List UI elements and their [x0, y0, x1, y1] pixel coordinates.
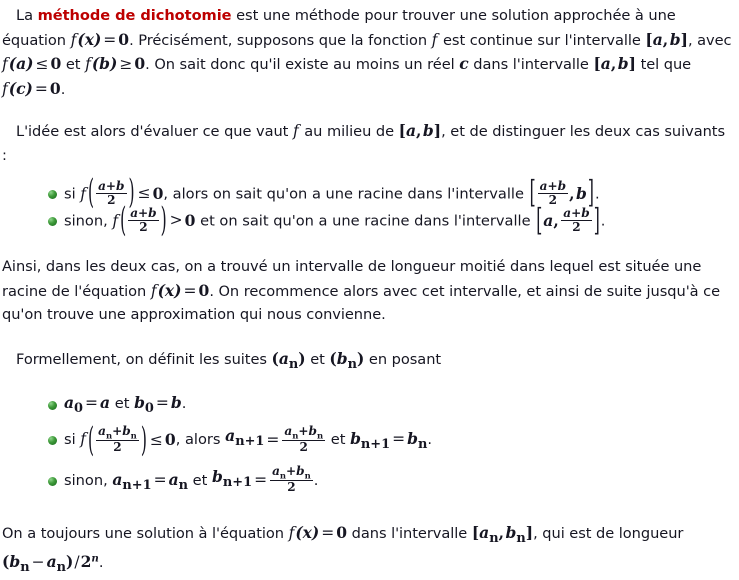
- recurrence-2-prefix: si: [64, 431, 81, 449]
- paragraph-final: [2, 521, 733, 580]
- paragraph-idea: [2, 119, 733, 167]
- math-a-n-plus-1-equals-midpoint: $a_{n+1}$ = $\frac{a_n+b_n}{2}$: [225, 423, 324, 455]
- paragraph-idea-part3: , et de distinguer les deux cas suivants :: [2, 123, 726, 164]
- paragraph-intro: [2, 4, 733, 101]
- math-b-n-plus-1-equals-midpoint: $b_{n+1}$ = $\frac{a_n+b_n}{2}$: [212, 463, 311, 495]
- spacer: [2, 101, 733, 119]
- paragraph-intro-part4: , avec: [687, 31, 732, 49]
- case-list: [2, 173, 733, 240]
- paragraph-intro-part7: dans l'intervalle: [468, 56, 594, 73]
- math-fx-equals-zero-2: f(x) = 0: [150, 280, 210, 300]
- case-1-prefix: si: [64, 185, 81, 203]
- math-f-2: f: [292, 122, 299, 140]
- recurrence-3-period: .: [313, 471, 319, 489]
- list-item: [2, 422, 733, 460]
- math-seq-bn: $(b_n)$: [329, 348, 365, 372]
- recurrence-1-period: .: [181, 395, 187, 413]
- paragraph-final-part4: .: [98, 554, 104, 572]
- math-fa-le-zero: f(a) ≤ 0: [2, 54, 62, 73]
- paragraph-formal-part3: en posant: [364, 350, 442, 368]
- paragraph-intro-part1: est une méthode pour trouver une solution approchée à une équation: [2, 7, 676, 49]
- paragraph-conclusion-step: [2, 255, 733, 327]
- spacer: [2, 376, 733, 390]
- math-interval-ab-3: [a, b]: [398, 121, 442, 140]
- case-2-suffix: .: [600, 212, 606, 230]
- paragraph-formal: [2, 347, 733, 377]
- math-fc-equals-zero: f(c) = 0: [2, 78, 61, 98]
- keyword-dichotomie: méthode de dichotomie: [37, 7, 232, 24]
- list-item: [2, 200, 733, 240]
- math-interval-an-bn: [$a_n$, $b_n$]: [471, 522, 534, 546]
- math-fx-equals-zero-3: f(x) = 0: [288, 522, 348, 542]
- paragraph-formal-part2: et: [305, 350, 330, 368]
- paragraph-final-part2: dans l'intervalle: [347, 524, 472, 542]
- spacer: [2, 235, 733, 255]
- math-f-of-midpoint-le-zero: f ( $\frac{a+b}{2}$ ) ≤ 0: [80, 173, 164, 213]
- recurrence-list: [2, 390, 733, 502]
- bullet-icon: [48, 401, 57, 410]
- case-1-suffix: .: [594, 185, 600, 203]
- paragraph-intro-part3: est continue sur l'intervalle: [438, 31, 646, 49]
- recurrence-3-prefix: sinon,: [64, 471, 113, 489]
- paragraph-final-part3: , qui est de longueur: [533, 524, 684, 542]
- recurrence-1-et: et: [110, 395, 135, 413]
- math-initial-conditions-b: $b_0 = b$: [134, 393, 182, 417]
- math-fb-ge-zero: f(b) ≥ 0: [85, 54, 146, 73]
- paragraph-intro-part2: . Précisément, supposons que la fonction: [129, 31, 432, 49]
- bullet-icon: [48, 477, 57, 486]
- bullet-icon: [48, 190, 57, 199]
- list-item: [2, 390, 733, 422]
- case-1-middle: , alors on sait qu'on a une racine dans l'intervalle: [163, 185, 529, 203]
- recurrence-2-et: et: [326, 431, 351, 449]
- paragraph-formal-part1: Formellement, on définit les suites: [16, 350, 272, 368]
- bullet-icon: [48, 436, 57, 445]
- spacer: [2, 503, 733, 521]
- math-c: c: [459, 54, 469, 73]
- list-item: [2, 461, 733, 503]
- paragraph-intro-part5: et: [61, 56, 86, 73]
- case-2-prefix: sinon,: [64, 212, 113, 230]
- math-f-of-midpoint-n-le-zero: f ( $\frac{a_n+b_n}{2}$ ) ≤ 0: [80, 420, 176, 460]
- math-f: f: [431, 30, 438, 49]
- math-initial-conditions: $a_0 = a$: [64, 393, 111, 417]
- math-interval-midpoint-b: [ $\frac{a+b}{2}$ , b]: [529, 174, 594, 211]
- math-length-formula: $(b_n - a_n)/2^n$: [2, 552, 99, 576]
- paragraph-idea-part1: L'idée est alors d'évaluer ce que vaut: [16, 123, 293, 140]
- paragraph-final-part1: On a toujours une solution à l'équation: [2, 524, 289, 542]
- math-interval-ab: [a, b]: [645, 29, 688, 49]
- math-f-of-midpoint-gt-zero: f ( $\frac{a+b}{2}$ ) > 0: [112, 200, 196, 240]
- math-fx-equals-zero: f(x) = 0: [70, 29, 130, 49]
- paragraph-intro-part6: . On sait donc qu'il existe au moins un réel: [145, 56, 460, 73]
- paragraph-idea-part2: au milieu de: [299, 123, 399, 140]
- paragraph-intro-lead: La: [16, 7, 38, 24]
- paragraph-intro-part9: .: [60, 80, 66, 98]
- paragraph-conclusion-part1: Ainsi, dans les deux cas, on a trouvé un intervalle de longueur moitié dans lequel est située une racine de l'équation: [2, 258, 702, 300]
- recurrence-2-period: .: [427, 431, 432, 449]
- bullet-icon: [48, 217, 57, 226]
- spacer: [2, 327, 733, 347]
- case-2-middle: et on sait qu'on a une racine dans l'intervalle: [195, 212, 536, 230]
- math-a-n-plus-1-equals-an: $a_{n+1} = a_n$: [112, 469, 189, 493]
- paragraph-conclusion-part2: . On recommence alors avec cet intervalle, et ainsi de suite jusqu'à ce qu'on trouve une approximation qui nous convienne.: [2, 282, 721, 324]
- paragraph-intro-part8: tel que: [635, 56, 692, 73]
- math-interval-ab-2: [a, b]: [593, 54, 636, 73]
- list-item: [2, 173, 733, 213]
- recurrence-3-et: et: [188, 471, 213, 489]
- math-b-n-plus-1-equals-bn: $b_{n+1} = b_n$: [350, 429, 428, 453]
- recurrence-2-middle: , alors: [175, 431, 226, 449]
- math-interval-a-midpoint: [a, $\frac{a+b}{2}$ ]: [536, 202, 600, 239]
- math-seq-an: $(a_n)$: [271, 348, 306, 372]
